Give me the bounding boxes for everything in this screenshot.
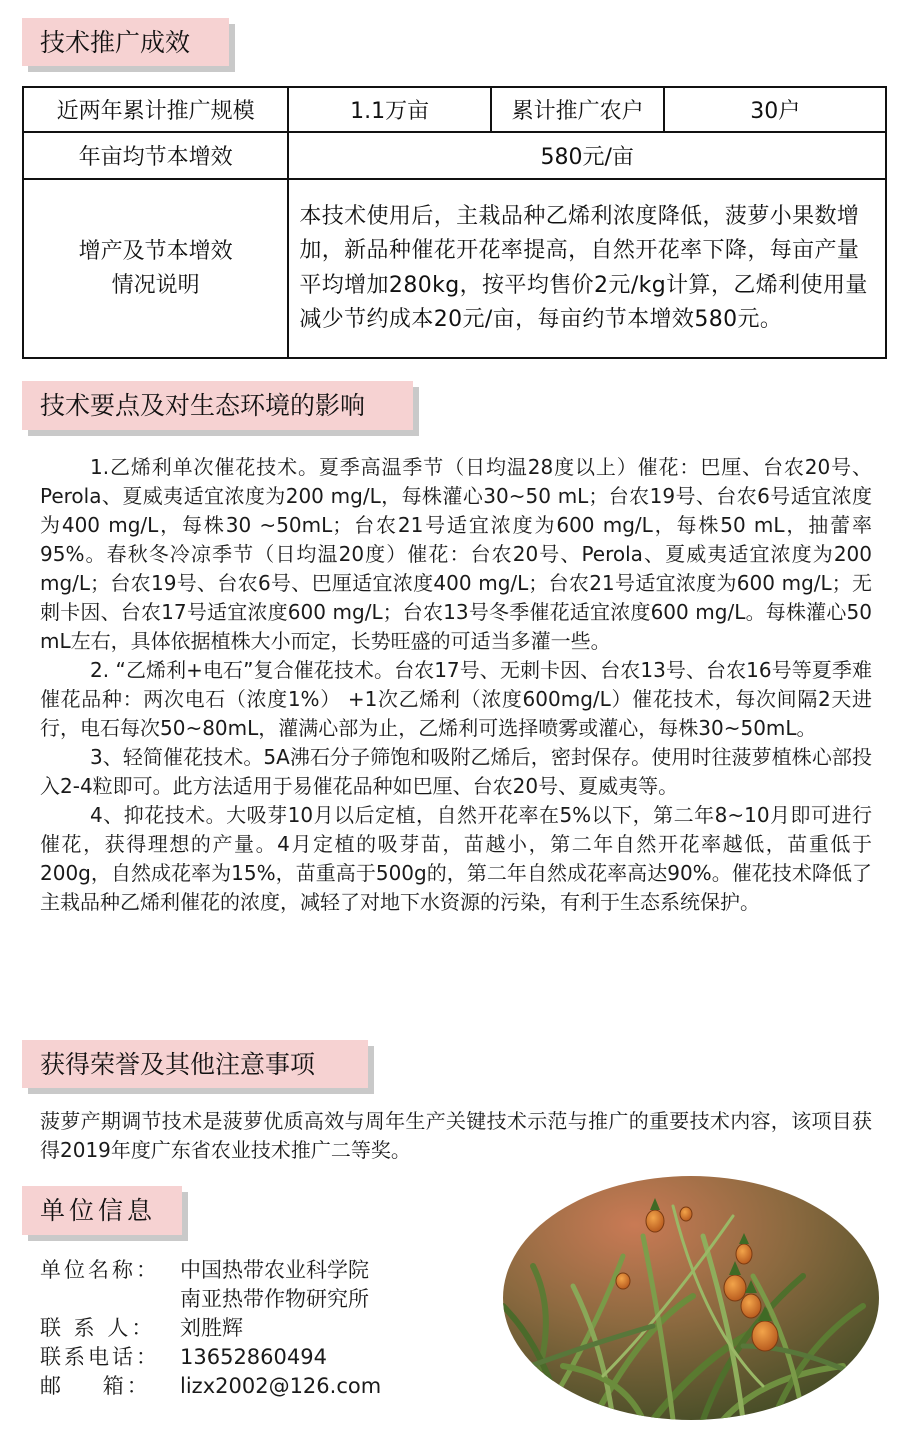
explain-text: 本技术使用后，主栽品种乙烯利浓度降低，菠萝小果数增加，新品种催花开花率提高，自然开花率下降，每亩产量平均增加280kg，按平均售价2元/kg计算，乙烯利使用量减少节约成本20元/亩，每亩约节本增效580元。 [288,179,886,358]
contact-row [40,1314,381,1343]
honor-text [40,1107,872,1165]
section-header-unit: 单位信息 [22,1186,182,1235]
section-header-tech: 技术要点及对生态环境的影响 [22,381,413,430]
explain-label-line1: 增产及节本增效 [78,238,233,264]
contact-label: 联 系 人： [40,1316,156,1340]
tech-point-1: 1.乙烯利单次催花技术。夏季高温季节（日均温28度以上）催花：巴厘、台农20号、Perola、夏威夷适宜浓度为200 mg/L，每株灌心30~50 mL；台农19号、台农6号适宜浓度为400 mg/L，每株30 ~50mL；台农21号适宜浓度为600 mg/L，每株50 mL，抽蕾率95%。春秋冬冷凉季节（日均温20度）催花：台农20号、Perola、夏威夷适宜浓度为200 mg/L；台农19号、台农6号、巴厘适宜浓度400 mg/L；台农21号适宜浓度为600 mg/L；无刺卡因、台农17号适宜浓度600 mg/L；台农13号冬季催花适宜浓度600 mg/L。每株灌心50 mL左右，具体依据植株大小而定，长势旺盛的可适当多灌一些。 [40,455,872,653]
honor-paragraph: 菠萝产期调节技术是菠萝优质高效与周年生产关键技术示范与推广的重要技术内容，该项目获得2019年度广东省农业技术推广二等奖。 [40,1109,872,1162]
tech-point-4: 4、抑花技术。大吸芽10月以后定植，自然开花率在5%以下，第二年8~10月即可进行催花，获得理想的产量。4月定植的吸芽苗，苗越小，第二年自然开花率越低，苗重低于200g，自然成花率为15%，苗重高于500g的，第二年自然成花率高达90%。催花技术降低了主栽品种乙烯利催花的浓度，减轻了对地下水资源的污染，有利于生态系统保护。 [40,803,872,914]
effect-table [22,86,887,359]
phone-row [40,1343,381,1372]
unit-info [40,1256,381,1401]
benefit-value: 580元/亩 [288,132,886,179]
tech-point-2: 2. “乙烯利+电石”复合催花技术。台农17号、无刺卡因、台农13号、台农16号等夏季难催花品种：两次电石（浓度1%） +1次乙烯利（浓度600mg/L）催花技术，每次间隔2天进行，电石每次50~80mL，灌满心部为止，乙烯利可选择喷雾或灌心，每株30~50mL。 [40,658,872,740]
benefit-label: 年亩均节本增效 [23,132,288,179]
explain-label-line2: 情况说明 [111,272,200,298]
farmers-value: 30户 [664,87,886,132]
email-label: 邮 箱： [40,1374,151,1398]
explain-label [23,179,288,358]
unit-name-value: 中国热带农业科学院 [180,1258,369,1282]
section-header-effect: 技术推广成效 [22,18,229,66]
unit-name-row-2 [40,1285,381,1314]
table-row [23,132,886,179]
section-header-honor: 获得荣誉及其他注意事项 [22,1040,368,1088]
scale-value: 1.1万亩 [288,87,491,132]
unit-name-row [40,1256,381,1285]
phone-label: 联系电话： [40,1345,160,1369]
contact-value: 刘胜辉 [180,1316,243,1340]
phone-value: 13652860494 [180,1345,327,1369]
table-row [23,179,886,358]
email-row [40,1372,381,1401]
unit-name-value-2: 南亚热带作物研究所 [180,1287,369,1311]
tech-points [40,453,872,917]
tech-point-3: 3、轻简催花技术。5A沸石分子筛饱和吸附乙烯后，密封保存。使用时往菠萝植株心部投入2-4粒即可。此方法适用于易催花品种如巴厘、台农20号、夏威夷等。 [40,745,872,798]
pineapple-field-photo [503,1176,879,1420]
scale-label: 近两年累计推广规模 [23,87,288,132]
table-row [23,87,886,132]
unit-name-label: 单位名称： [40,1258,160,1282]
farmers-label: 累计推广农户 [491,87,665,132]
email-value: lizx2002@126.com [180,1374,382,1398]
